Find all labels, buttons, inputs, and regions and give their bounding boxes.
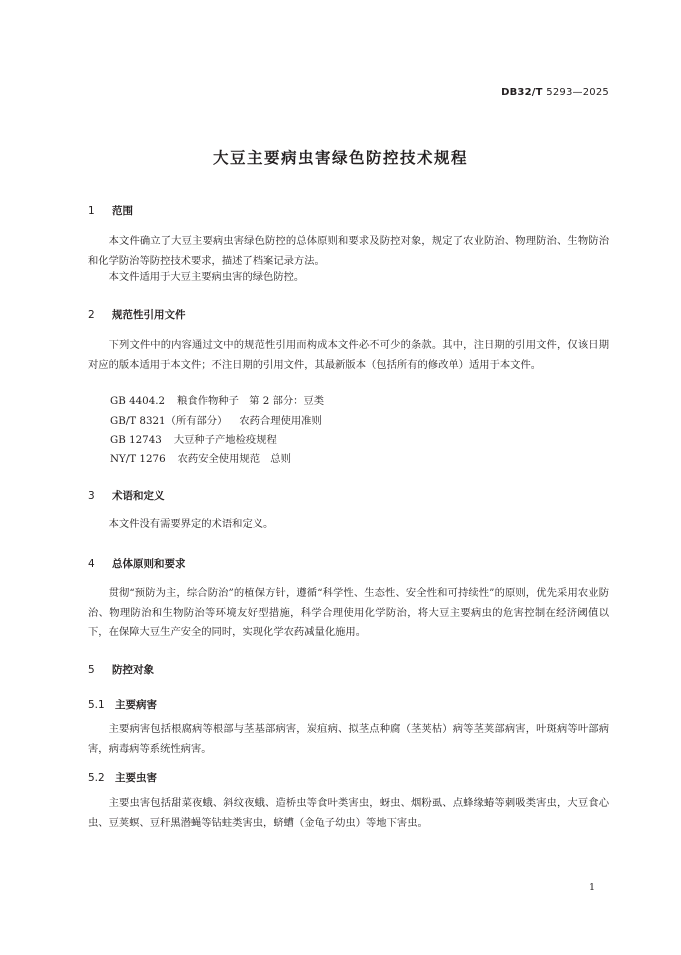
standard-code bbox=[501, 87, 609, 98]
section-1-paragraph-2: 本文件适用于大豆主要病虫害的绿色防控。 bbox=[108, 271, 305, 283]
section-number: 1 bbox=[88, 205, 95, 217]
section-2-paragraph: 下列文件中的内容通过文中的规范性引用而构成本文件必不可少的条款。其中，注日期的引用文件，仅该日期对应的版本适用于本文件；不注日期的引用文件，其最新版本（包括所有的修改单）适用于本文件。 bbox=[88, 339, 609, 371]
section-number: 5 bbox=[88, 664, 95, 676]
subsection-number: 5.1 bbox=[88, 699, 105, 711]
reference-code: GB 4404.2 bbox=[110, 395, 166, 407]
section-title: 规范性引用文件 bbox=[112, 309, 186, 321]
reference-code: NY/T 1276 bbox=[110, 453, 166, 465]
section-5-2-heading bbox=[88, 770, 157, 785]
page-number: 1 bbox=[588, 882, 595, 893]
section-number: 4 bbox=[88, 558, 95, 570]
section-4-paragraph: 贯彻“预防为主，综合防治”的植保方针，遵循“科学性、生态性、安全性和可持续性”的原则，优先采用农业防治、物理防治和生物防治等环境友好型措施，科学合理使用化学防治，将大豆主要病虫的危害控制在经济阈值以下，在保障大豆生产安全的同时，实现化学农药减量化施用。 bbox=[88, 587, 609, 638]
reference-item bbox=[110, 392, 324, 412]
reference-code: GB 12743 bbox=[110, 434, 162, 446]
section-number: 3 bbox=[88, 490, 95, 502]
section-number: 2 bbox=[88, 309, 95, 321]
reference-item bbox=[110, 412, 322, 432]
section-5-heading bbox=[88, 662, 154, 677]
section-5-1-heading bbox=[88, 697, 157, 712]
reference-title: 粮食作物种子 第 2 部分：豆类 bbox=[177, 395, 325, 407]
subsection-title: 主要病害 bbox=[115, 699, 157, 711]
section-4-heading bbox=[88, 556, 186, 571]
subsection-title: 主要虫害 bbox=[115, 772, 157, 784]
standard-number: 5293—2025 bbox=[546, 87, 609, 98]
reference-title: 农药合理使用准则 bbox=[239, 415, 322, 427]
section-5-1-paragraph: 主要病害包括根腐病等根部与茎基部病害，炭疽病、拟茎点种腐（茎荚枯）病等茎荚部病害，叶斑病等叶部病害，病毒病等系统性病害。 bbox=[88, 723, 609, 755]
section-1-heading bbox=[88, 203, 133, 218]
section-3-heading bbox=[88, 488, 165, 503]
reference-item bbox=[110, 431, 277, 451]
reference-title: 大豆种子产地检疫规程 bbox=[173, 434, 277, 446]
reference-title: 农药安全使用规范 总则 bbox=[177, 453, 291, 465]
section-title: 范围 bbox=[112, 205, 133, 217]
section-2-heading bbox=[88, 307, 186, 322]
section-1-paragraph-1: 本文件确立了大豆主要病虫害绿色防控的总体原则和要求及防控对象，规定了农业防治、物理防治、生物防治和化学防治等防控技术要求，描述了档案记录方法。 bbox=[88, 235, 609, 267]
document-title: 大豆主要病虫害绿色防控技术规程 bbox=[212, 149, 468, 167]
section-3-paragraph: 本文件没有需要界定的术语和定义。 bbox=[108, 518, 274, 530]
section-title: 总体原则和要求 bbox=[112, 558, 186, 570]
section-title: 防控对象 bbox=[112, 664, 154, 676]
standard-prefix: DB32/T bbox=[501, 87, 543, 98]
subsection-number: 5.2 bbox=[88, 772, 105, 784]
section-5-2-paragraph: 主要虫害包括甜菜夜蛾、斜纹夜蛾、造桥虫等食叶类害虫，蚜虫、烟粉虱、点蜂缘蝽等刺吸类害虫，大豆食心虫、豆荚螟、豆秆黑潜蝇等钻蛀类害虫，蛴螬（金龟子幼虫）等地下害虫。 bbox=[88, 797, 609, 829]
reference-item bbox=[110, 450, 291, 470]
section-title: 术语和定义 bbox=[112, 490, 165, 502]
reference-code: GB/T 8321（所有部分） bbox=[110, 415, 228, 427]
